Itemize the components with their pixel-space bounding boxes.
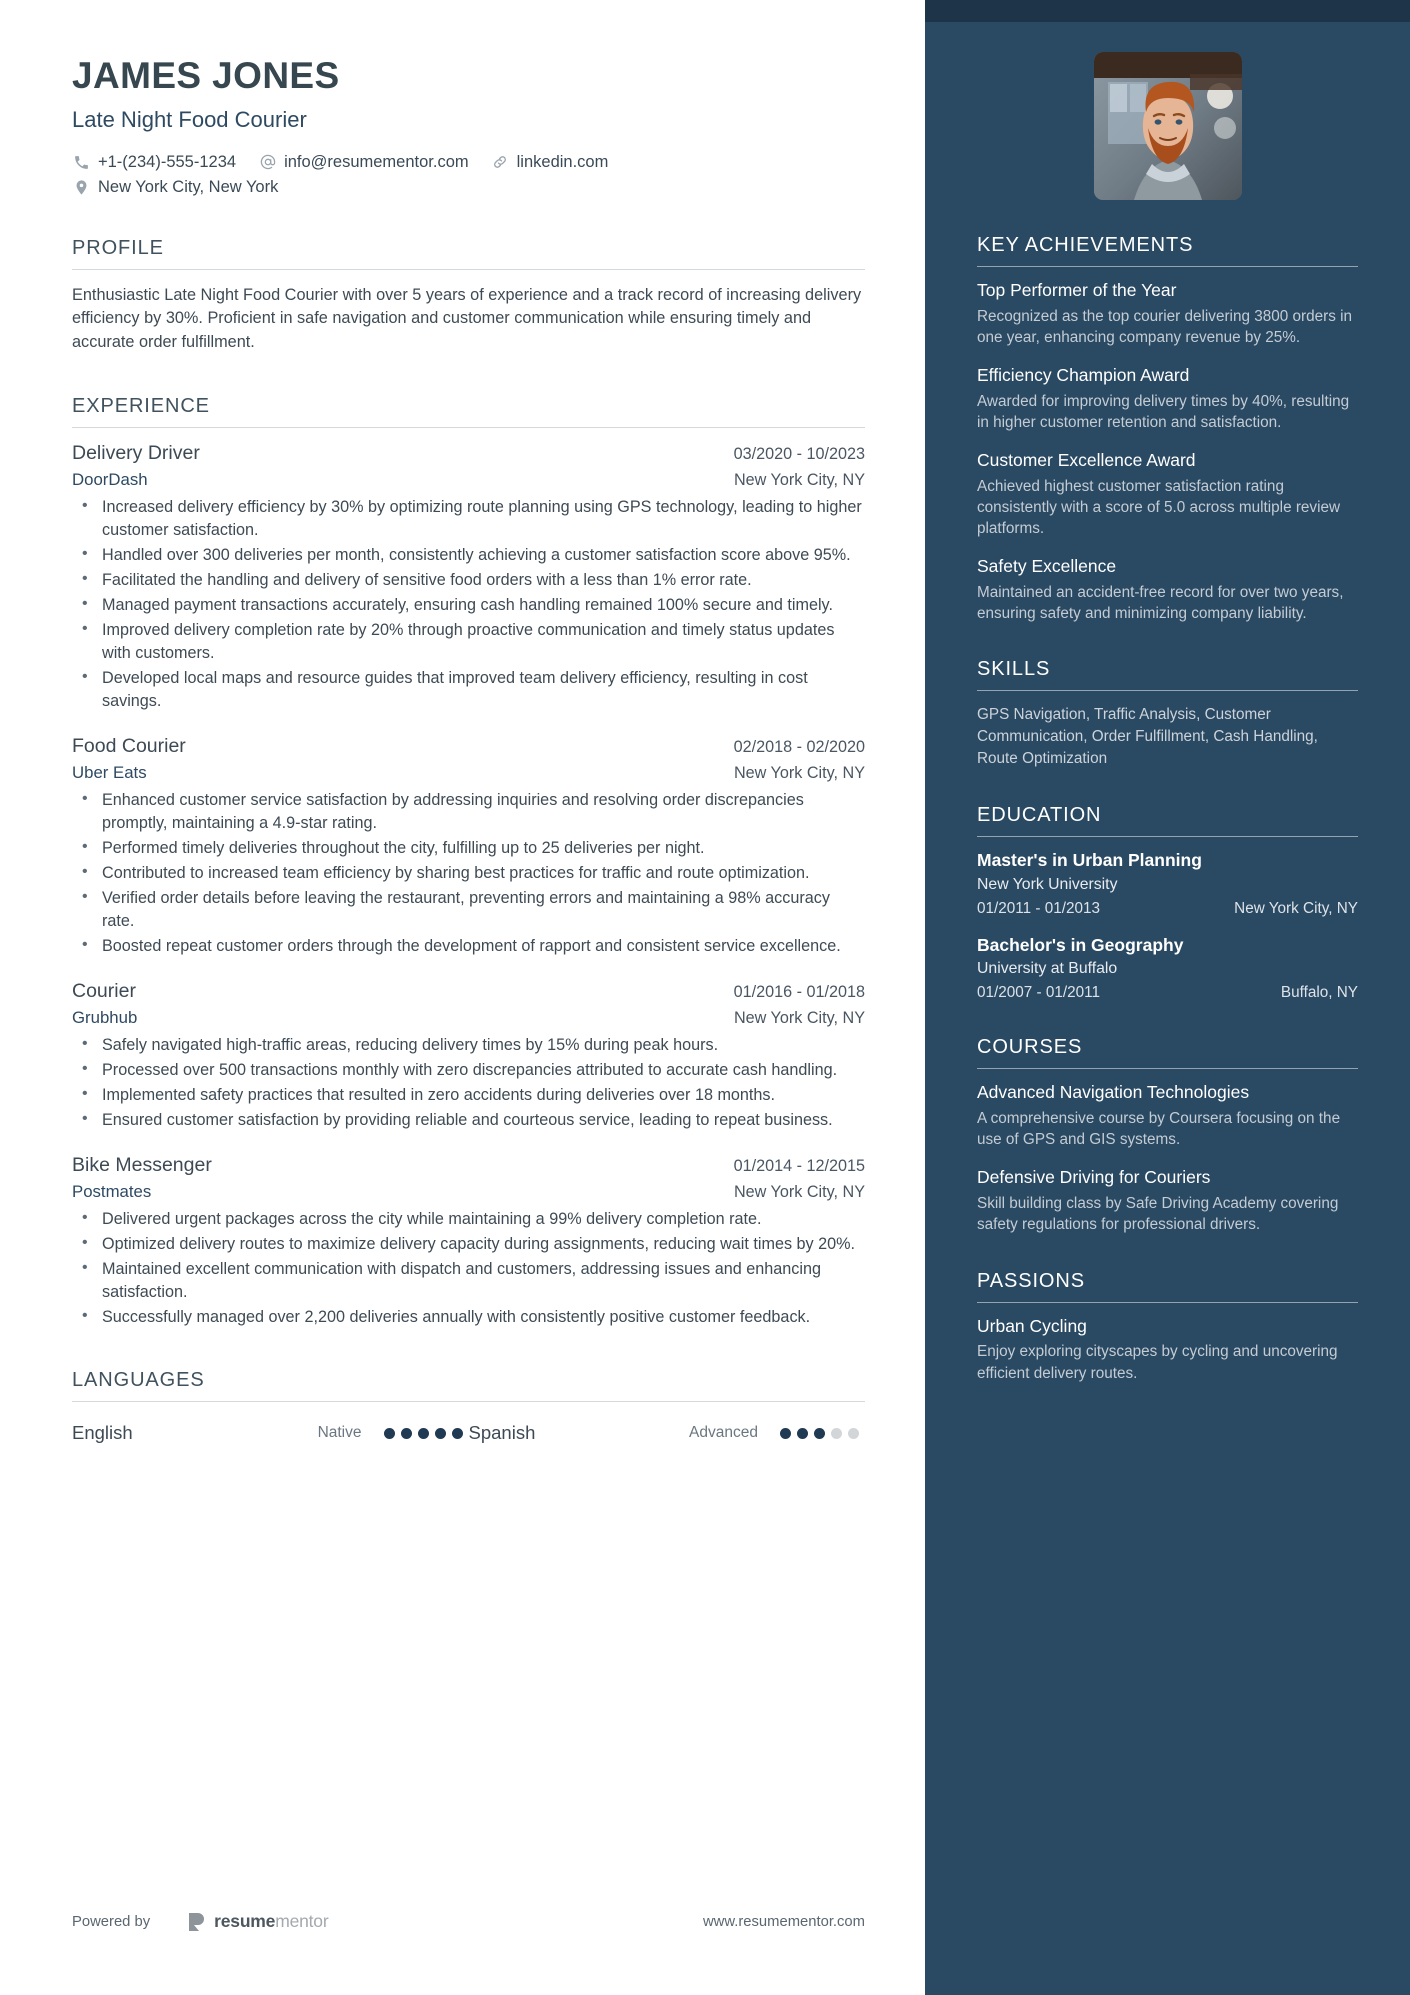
job-location: New York City, NY (733, 764, 865, 783)
contact-linkedin-value: linkedin.com (516, 152, 609, 171)
job-location: New York City, NY (733, 471, 865, 490)
education-location: New York City, NY (1234, 899, 1358, 917)
language-name: Spanish (468, 1422, 536, 1444)
job-bullet: • Performed timely deliveries throughout the city, fulfilling up to 25 deliveries per night. (72, 837, 865, 860)
section-heading-skills: SKILLS (977, 658, 1051, 681)
job-bullet-list (72, 1208, 865, 1329)
brand-name-bold: resume (214, 1911, 276, 1931)
proficiency-dot (848, 1428, 859, 1439)
contact-details (72, 153, 865, 197)
achievement-title: Top Performer of the Year (977, 280, 1177, 300)
passion-item (977, 1316, 1358, 1384)
education-date-range: 01/2007 - 01/2011 (977, 984, 1101, 1002)
at-sign-icon (258, 153, 277, 172)
contact-row-primary (72, 153, 865, 172)
contact-phone[interactable] (72, 153, 236, 172)
experience-entry (72, 980, 865, 1132)
proficiency-dot (780, 1428, 791, 1439)
section-skills (977, 658, 1358, 769)
section-heading-languages: LANGUAGES (72, 1369, 205, 1392)
job-bullet: • Boosted repeat customer orders through the development of rapport and consistent service excellence. (72, 935, 865, 958)
job-bullet: • Enhanced customer service satisfaction by addressing inquiries and resolving order discrepancies promptly, maintaining a 4.9-star rating. (72, 789, 865, 835)
section-heading-passions: PASSIONS (977, 1269, 1085, 1292)
experience-entry-header (72, 735, 865, 758)
passion-title: Urban Cycling (977, 1315, 1087, 1336)
experience-entry-subheader (72, 763, 865, 783)
job-role: Courier (72, 980, 136, 1003)
divider (977, 266, 1358, 267)
divider (72, 1401, 865, 1402)
course-title: Defensive Driving for Couriers (977, 1167, 1211, 1188)
contact-email-value: info@resumementor.com (284, 152, 469, 171)
job-company: DoorDash (72, 470, 148, 490)
education-school: University at Buffalo (977, 960, 1118, 978)
job-role: Bike Messenger (72, 1154, 212, 1177)
section-profile (72, 237, 865, 355)
job-bullet: • Successfully managed over 2,200 deliveries annually with consistently positive customer feedback. (72, 1306, 865, 1329)
experience-entry-header (72, 980, 865, 1003)
job-date-range: 01/2014 - 12/2015 (733, 1157, 865, 1176)
proficiency-dot (418, 1428, 429, 1439)
section-heading-experience: EXPERIENCE (72, 395, 210, 418)
footer-website[interactable]: www.resumementor.com (703, 1913, 865, 1930)
section-education (977, 804, 1358, 1003)
powered-by-brand (72, 1911, 328, 1932)
achievement-item (977, 556, 1358, 624)
section-passions (977, 1270, 1358, 1384)
achievement-title: Customer Excellence Award (977, 450, 1196, 471)
education-location: Buffalo, NY (1280, 984, 1358, 1002)
job-company: Uber Eats (72, 763, 147, 783)
education-meta (977, 900, 1358, 918)
job-bullet: • Safely navigated high-traffic areas, reducing delivery times by 15% during peak hours. (72, 1034, 865, 1057)
proficiency-dot (797, 1428, 808, 1439)
job-bullet: • Maintained excellent communication with dispatch and customers, addressing issues and enhancing satisfaction. (72, 1258, 865, 1304)
experience-entry-header (72, 1154, 865, 1177)
job-bullet-list (72, 496, 865, 713)
education-list (977, 850, 1358, 1003)
languages-list (72, 1416, 865, 1444)
contact-email[interactable] (258, 153, 469, 172)
course-item (977, 1082, 1358, 1150)
achievement-item (977, 450, 1358, 539)
avatar (1094, 52, 1242, 200)
job-bullet: • Developed local maps and resource guides that improved team delivery efficiency, resulting in cost savings. (72, 667, 865, 713)
language-level: Advanced (689, 1424, 758, 1442)
phone-icon (72, 153, 91, 172)
key-achievements-list (977, 280, 1358, 624)
achievement-description: Maintained an accident-free record for over two years, ensuring safety and minimizing company liability. (977, 584, 1344, 623)
job-location: New York City, NY (733, 1183, 865, 1202)
passion-description: Enjoy exploring cityscapes by cycling and uncovering efficient delivery routes. (977, 1343, 1338, 1382)
job-company: Grubhub (72, 1008, 138, 1028)
education-degree: Master's in Urban Planning (977, 849, 1202, 870)
page-footer (72, 1911, 865, 1932)
passions-list (977, 1316, 1358, 1384)
job-bullet-list (72, 1034, 865, 1132)
section-experience (72, 395, 865, 1329)
education-item (977, 935, 1358, 1003)
experience-entry-subheader (72, 1008, 865, 1028)
courses-list (977, 1082, 1358, 1235)
experience-entry (72, 442, 865, 713)
proficiency-dot (452, 1428, 463, 1439)
course-description: A comprehensive course by Coursera focusing on the use of GPS and GIS systems. (977, 1110, 1341, 1149)
job-bullet: • Optimized delivery routes to maximize delivery capacity during assignments, reducing wait times by 20%. (72, 1233, 865, 1256)
language-item (72, 1422, 469, 1444)
job-bullet: • Handled over 300 deliveries per month, consistently achieving a customer satisfaction score above 95%. (72, 544, 865, 567)
job-date-range: 03/2020 - 10/2023 (733, 445, 865, 464)
education-meta (977, 984, 1358, 1002)
job-company: Postmates (72, 1182, 152, 1202)
sidebar (925, 0, 1410, 1995)
divider (977, 836, 1358, 837)
divider (977, 1068, 1358, 1069)
education-item (977, 850, 1358, 918)
job-bullet: • Processed over 500 transactions monthly with zero discrepancies attributed to accurate cash handling. (72, 1059, 865, 1082)
achievement-item (977, 280, 1358, 348)
job-bullet: • Verified order details before leaving the restaurant, preventing errors and maintaining a 98% accuracy rate. (72, 887, 865, 933)
section-heading-education: EDUCATION (977, 803, 1102, 826)
job-bullet-list (72, 789, 865, 958)
brand-name-light: mentor (275, 1911, 329, 1931)
education-school: New York University (977, 875, 1118, 893)
job-date-range: 02/2018 - 02/2020 (733, 738, 865, 757)
contact-row-secondary (72, 178, 865, 197)
job-role: Delivery Driver (72, 442, 200, 465)
language-item (469, 1422, 866, 1444)
course-title: Advanced Navigation Technologies (977, 1082, 1250, 1103)
job-bullet: • Facilitated the handling and delivery of sensitive food orders with a less than 1% error rate. (72, 569, 865, 592)
job-bullet: • Increased delivery efficiency by 30% by optimizing route planning using GPS technology, leading to higher customer satisfaction. (72, 496, 865, 542)
achievement-description: Achieved highest customer satisfaction rating consistently with a score of 5.0 across multiple review platforms. (977, 478, 1341, 538)
section-heading-courses: COURSES (977, 1036, 1083, 1059)
brand-wordmark (214, 1911, 328, 1932)
proficiency-dot (384, 1428, 395, 1439)
contact-location-value: New York City, New York (98, 177, 279, 196)
experience-entry-subheader (72, 470, 865, 490)
profile-summary-text: Enthusiastic Late Night Food Courier with over 5 years of experience and a track record of increasing delivery efficiency by 30%. Proficient in safe navigation and customer communication while ensuring timely and accurate order fulfillment. (72, 285, 862, 352)
avatar-container (977, 0, 1358, 200)
proficiency-dot (435, 1428, 446, 1439)
link-icon (491, 153, 510, 172)
achievement-description: Recognized as the top courier delivering 3800 orders in one year, enhancing company revenue by 25%. (977, 307, 1352, 346)
course-item (977, 1167, 1358, 1235)
section-languages (72, 1369, 865, 1444)
language-proficiency-dots (780, 1428, 865, 1439)
divider (977, 1302, 1358, 1303)
job-role: Food Courier (72, 735, 186, 758)
contact-location (72, 178, 278, 197)
achievement-title: Efficiency Champion Award (977, 365, 1190, 386)
section-heading-profile: PROFILE (72, 236, 164, 259)
job-bullet: • Implemented safety practices that resulted in zero accidents during deliveries over 18 months. (72, 1084, 865, 1107)
job-bullet: • Improved delivery completion rate by 20% through proactive communication and timely status updates with customers. (72, 619, 865, 665)
job-bullet: • Managed payment transactions accurately, ensuring cash handling remained 100% secure and timely. (72, 594, 865, 617)
education-date-range: 01/2011 - 01/2013 (977, 899, 1101, 917)
job-bullet: • Delivered urgent packages across the city while maintaining a 99% delivery completion rate. (72, 1208, 865, 1231)
language-proficiency-dots (384, 1428, 469, 1439)
resumementor-logo-icon (188, 1912, 205, 1932)
job-bullet: • Ensured customer satisfaction by providing reliable and courteous service, leading to repeat business. (72, 1109, 865, 1132)
contact-linkedin[interactable] (491, 153, 609, 172)
headline-job-title: Late Night Food Courier (72, 106, 307, 132)
section-key-achievements (977, 234, 1358, 624)
skills-text: GPS Navigation, Traffic Analysis, Customer Communication, Order Fulfillment, Cash Handling, Route Optimization (977, 706, 1318, 767)
section-courses (977, 1036, 1358, 1235)
job-location: New York City, NY (733, 1009, 865, 1028)
experience-entry-subheader (72, 1182, 865, 1202)
page-title: JAMES JONES (72, 55, 340, 96)
proficiency-dot (814, 1428, 825, 1439)
divider (977, 690, 1358, 691)
job-bullet: • Contributed to increased team efficiency by sharing best practices for traffic and route optimization. (72, 862, 865, 885)
language-name: English (72, 1422, 133, 1444)
job-date-range: 01/2016 - 01/2018 (733, 983, 865, 1002)
contact-phone-value: +1-(234)-555-1234 (98, 152, 237, 171)
divider (72, 269, 865, 270)
education-degree: Bachelor's in Geography (977, 934, 1184, 955)
section-heading-key-achievements: KEY ACHIEVEMENTS (977, 234, 1194, 256)
proficiency-dot (831, 1428, 842, 1439)
course-description: Skill building class by Safe Driving Academy covering safety regulations for professional drivers. (977, 1195, 1339, 1234)
experience-list (72, 442, 865, 1329)
proficiency-dot (401, 1428, 412, 1439)
sidebar-top-accent-bar (925, 0, 1410, 22)
achievement-item (977, 365, 1358, 433)
experience-entry (72, 1154, 865, 1329)
powered-by-label: Powered by (72, 1913, 151, 1930)
location-pin-icon (72, 178, 91, 197)
avatar-photo-illustration (1094, 52, 1242, 200)
language-level: Native (317, 1424, 362, 1442)
achievement-title: Safety Excellence (977, 556, 1117, 577)
experience-entry (72, 735, 865, 958)
achievement-description: Awarded for improving delivery times by 40%, resulting in higher customer retention and satisfaction. (977, 392, 1350, 432)
divider (72, 427, 865, 428)
experience-entry-header (72, 442, 865, 465)
